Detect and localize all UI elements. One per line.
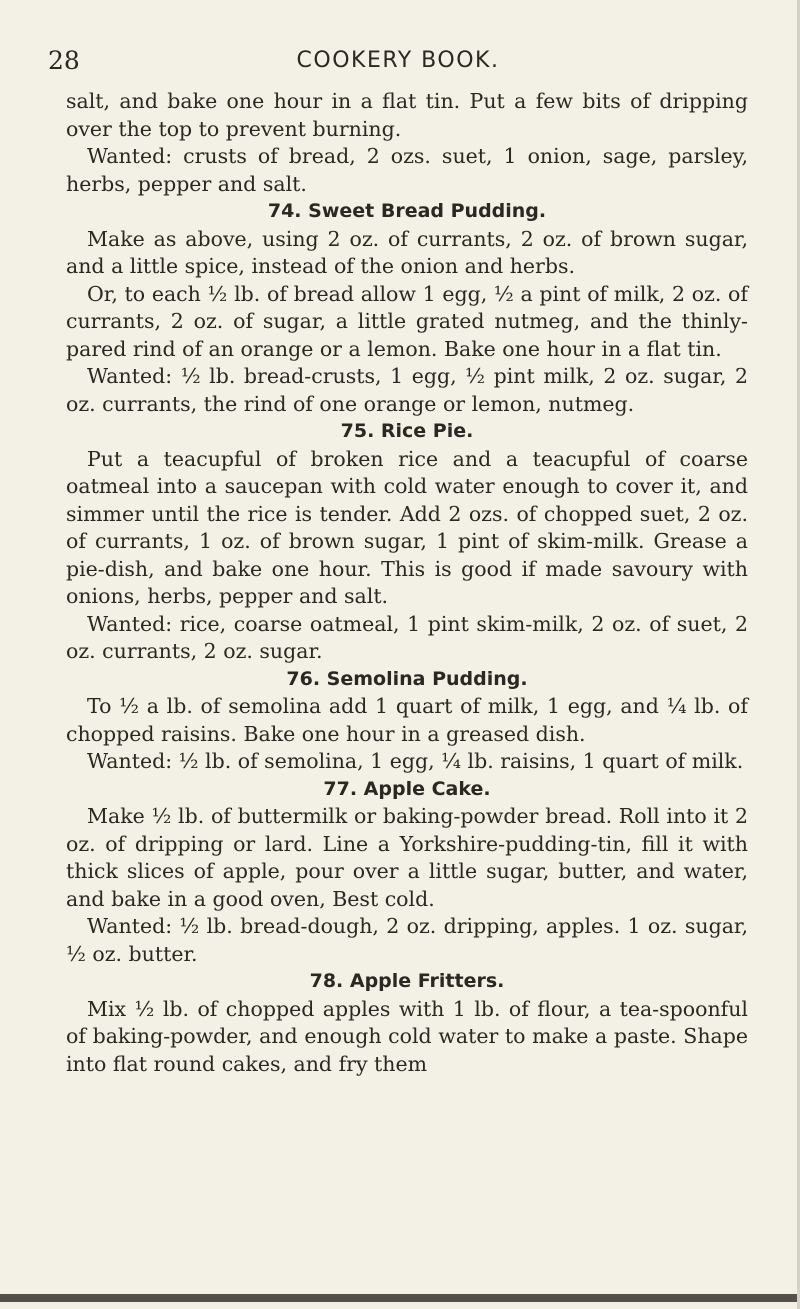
page-body	[66, 88, 748, 1078]
wanted-list: Wanted: rice, coarse oatmeal, 1 pint skim-milk, 2 oz. of suet, 2 oz. currants, 2 oz. sugar.	[66, 611, 748, 663]
paragraph: salt, and bake one hour in a flat tin. Put a few bits of dripping over the top to prevent burning.	[66, 89, 748, 141]
paragraph: To ½ a lb. of semolina add 1 quart of milk, 1 egg, and ¼ lb. of chopped raisins. Bake one hour in a greased dish.	[66, 694, 748, 746]
wanted-list: Wanted: ½ lb. of semolina, 1 egg, ¼ lb. raisins, 1 quart of milk.	[87, 749, 744, 773]
wanted-list: Wanted: crusts of bread, 2 ozs. suet, 1 onion, sage, parsley, herbs, pepper and salt.	[66, 144, 748, 196]
paragraph: Mix ½ lb. of chopped apples with 1 lb. of flour, a tea-spoonful of baking-powder, and enough cold water to make a paste. Shape into flat round cakes, and fry them	[66, 996, 748, 1076]
paragraph: Make ½ lb. of buttermilk or baking-powder bread. Roll into it 2 oz. of dripping or lard. Line a Yorkshire-pudding-tin, fill it with thick slices of apple, pour over a little sugar, butter, and water, and bake in a good oven, Best cold.	[66, 804, 748, 911]
recipe-heading-74: 74. Sweet Bread Pudding.	[267, 200, 547, 222]
running-title: COOKERY BOOK.	[296, 48, 500, 73]
wanted-list: Wanted: ½ lb. bread-crusts, 1 egg, ½ pint milk, 2 oz. sugar, 2 oz. currants, the rind of one orange or lemon, nutmeg.	[66, 364, 748, 416]
page-bottom-edge	[0, 1294, 800, 1302]
page-number: 28	[48, 46, 80, 75]
recipe-heading-76: 76. Semolina Pudding.	[286, 667, 528, 690]
page-header	[48, 46, 748, 86]
recipe-heading-77: 77. Apple Cake.	[323, 777, 491, 800]
paragraph: Put a teacupful of broken rice and a teacupful of coarse oatmeal into a saucepan with cold water enough to cover it, and simmer until the rice is tender. Add 2 ozs. of chopped suet, 2 oz. of currants, 1 oz. of brown sugar, 1 pint of skim-milk. Grease a pie-dish, and bake one hour. This is good if made savoury with onions, herbs, pepper and salt.	[66, 446, 748, 608]
recipe-heading-75: 75. Rice Pie.	[340, 420, 474, 442]
recipe-heading-78: 78. Apple Fritters.	[309, 970, 505, 992]
paragraph: Make as above, using 2 oz. of currants, 2 oz. of brown sugar, and a little spice, instead of the onion and herbs.	[66, 226, 748, 278]
wanted-list: Wanted: ½ lb. bread-dough, 2 oz. dripping, apples. 1 oz. sugar, ½ oz. butter.	[66, 914, 748, 966]
paragraph: Or, to each ½ lb. of bread allow 1 egg, ½ a pint of milk, 2 oz. of currants, 2 oz. of sugar, a little grated nutmeg, and the thinly-pared rind of an orange or a lemon. Bake one hour in a flat tin.	[66, 281, 748, 361]
